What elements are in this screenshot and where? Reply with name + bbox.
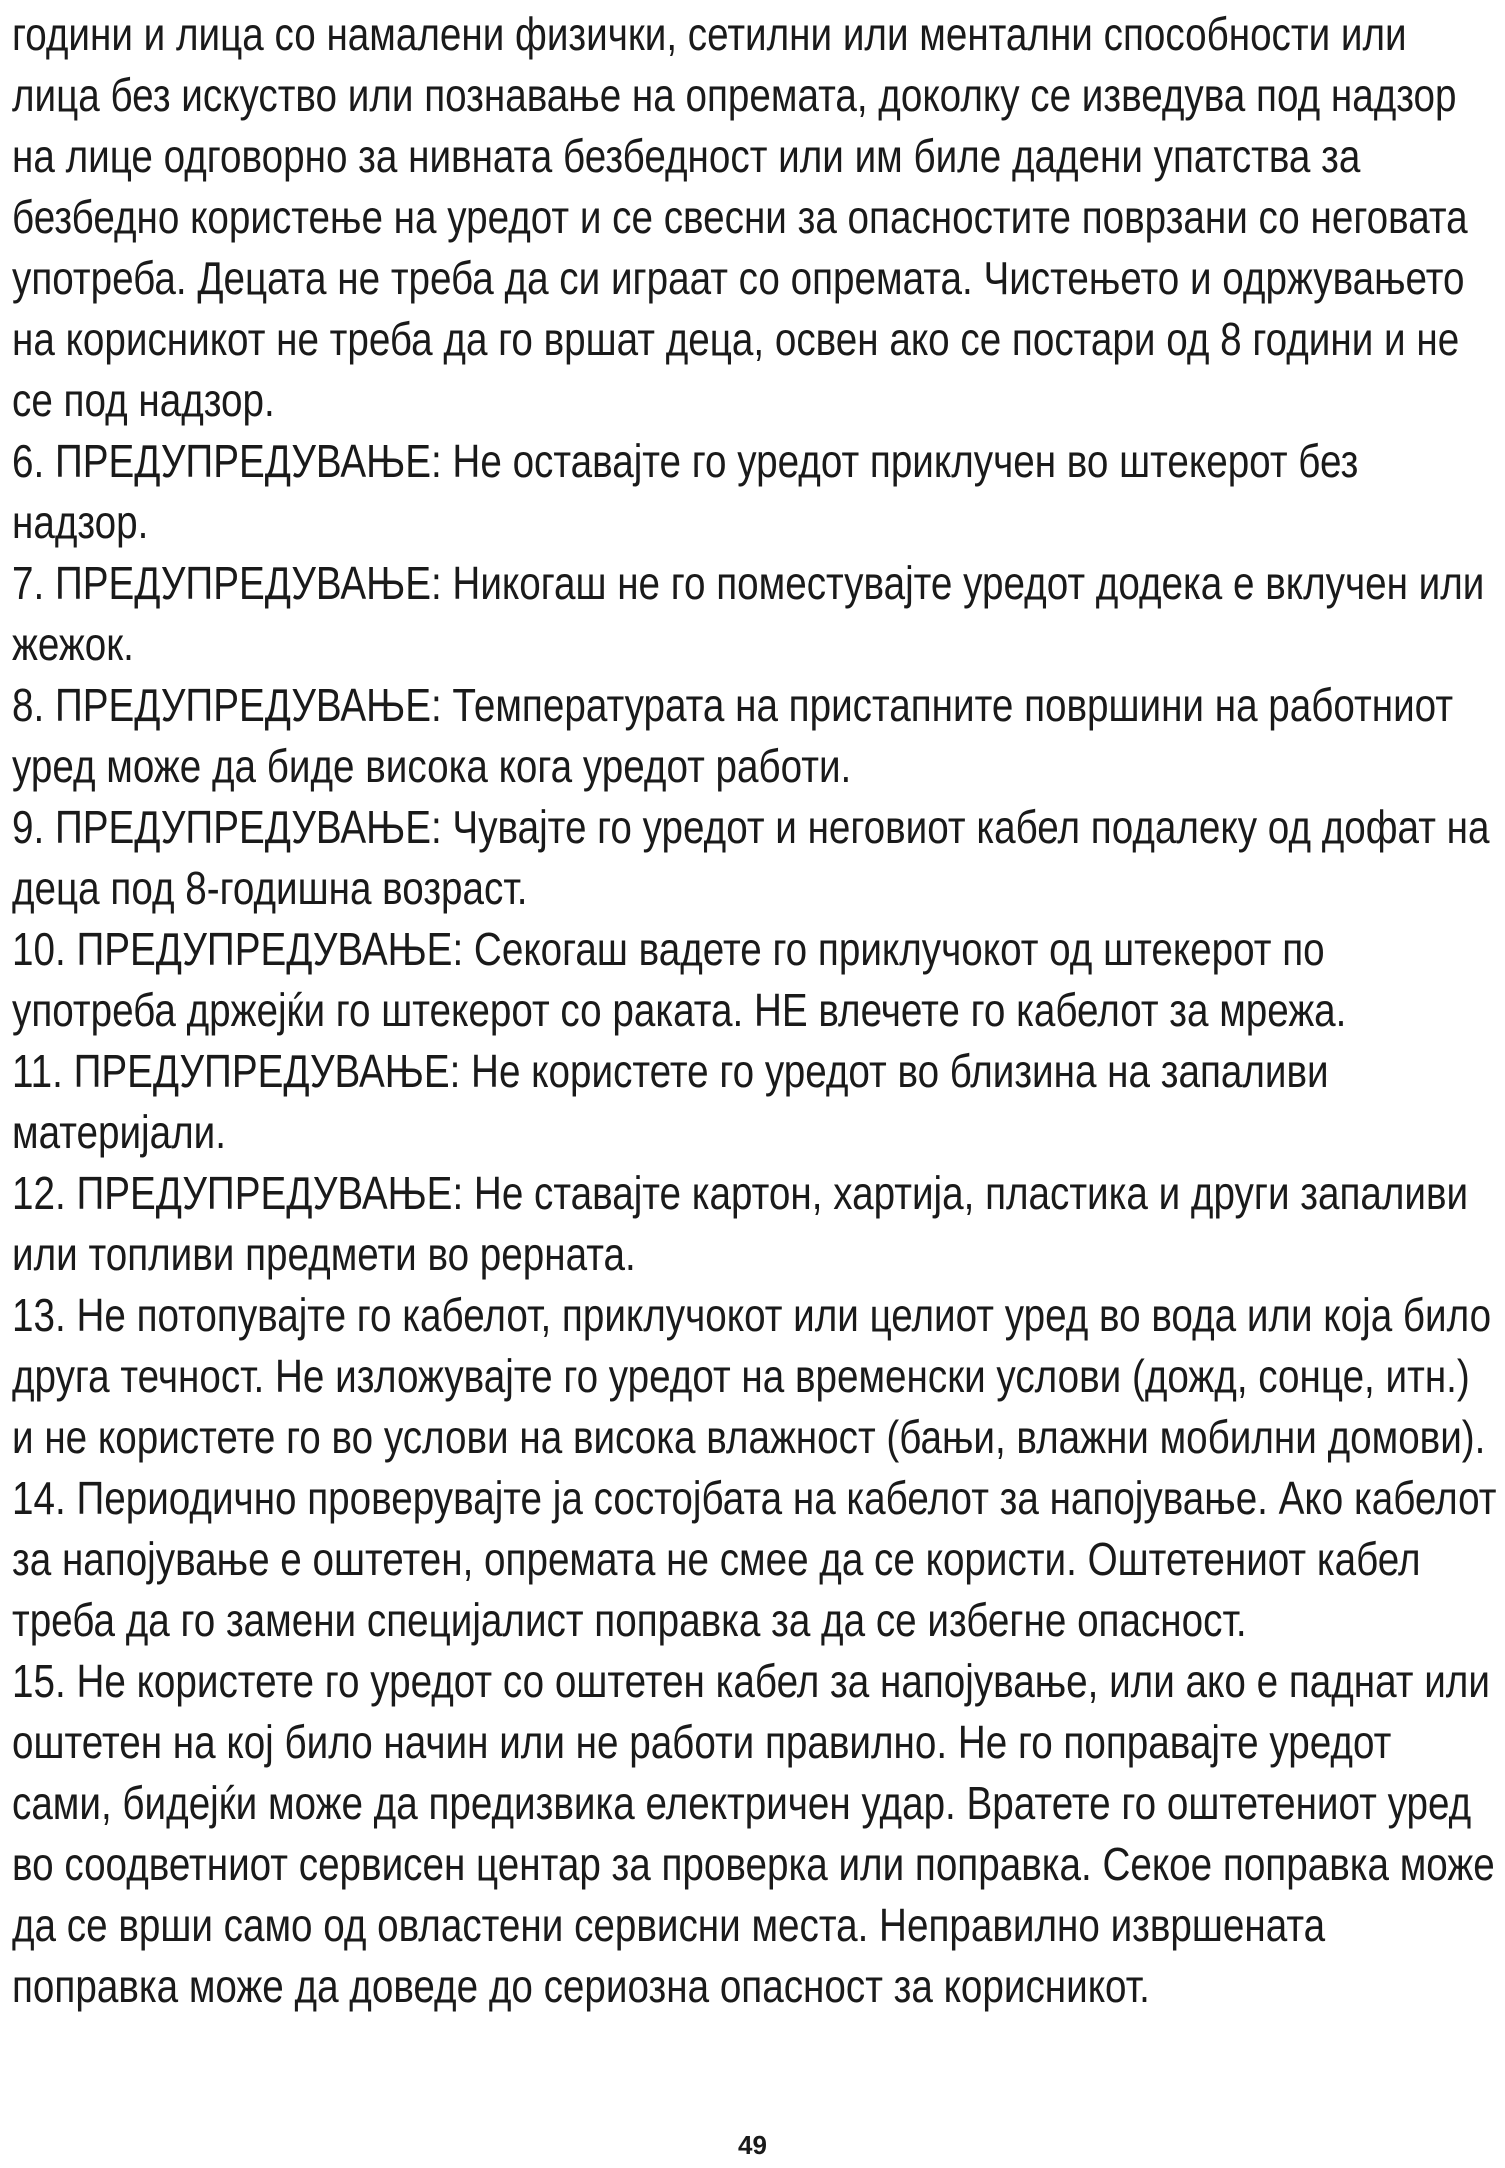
document-body xyxy=(12,4,1497,2017)
paragraph-warning-6: 6. ПРЕДУПРЕДУВАЊЕ: Не оставајте го уредот приклучен во штекерот без надзор. xyxy=(12,435,1359,548)
paragraph-warning-12: 12. ПРЕДУПРЕДУВАЊЕ: Не ставајте картон, хартија, пластика и други запаливи или топливи предмети во рерната. xyxy=(12,1167,1469,1280)
paragraph-item-15: 15. Не користете го уредот со оштетен кабел за напојување, или ако е паднат или оштетен на кој било начин или не работи правилно. Не го поправајте уредот сами, бидејќи може да предизвика електричен удар. Вратете го оштетениот уред во соодветниот сервисен центар за проверка или поправка. Секое поправка може да се врши само од овластени сервисни места. Неправилно извршената поправка може да доведе до сериозна опасност за корисникот. xyxy=(12,1655,1495,2012)
paragraph-warning-10: 10. ПРЕДУПРЕДУВАЊЕ: Секогаш вадете го приклучокот од штекерот по употреба држејќи го штекерот со раката. НЕ влечете го кабелот за мрежа. xyxy=(12,923,1347,1036)
paragraph-intro: години и лица со намалени физички, сетилни или ментални способности или лица без искуство или познавање на опремата, доколку се изведува под надзор на лице одговорно за нивната безбедност или им биле дадени упатства за безбедно користење на уредот и се свесни за опасностите поврзани со неговата употреба. Децата не треба да си играат со опремата. Чистењето и одржувањето на корисникот не треба да го вршат деца, освен ако се постари од 8 години и не се под надзор. xyxy=(12,8,1468,426)
page-number: 49 xyxy=(738,2130,767,2160)
paragraph-item-13: 13. Не потопувајте го кабелот, приклучокот или целиот уред во вода или која било друга течност. Не изложувајте го уредот на временски услови (дожд, сонце, итн.) и не користете го во услови на висока влажност (бањи, влажни мобилни домови). xyxy=(12,1289,1492,1463)
paragraph-warning-9: 9. ПРЕДУПРЕДУВАЊЕ: Чувајте го уредот и неговиот кабел подалеку од дофат на деца под 8-годишна возраст. xyxy=(12,801,1490,914)
paragraph-warning-11: 11. ПРЕДУПРЕДУВАЊЕ: Не користете го уредот во близина на запаливи материјали. xyxy=(12,1045,1329,1158)
paragraph-warning-8: 8. ПРЕДУПРЕДУВАЊЕ: Температурата на пристапните површини на работниот уред може да биде висока кога уредот работи. xyxy=(12,679,1454,792)
paragraph-warning-7: 7. ПРЕДУПРЕДУВАЊЕ: Никогаш не го поместувајте уредот додека е вклучен или жежок. xyxy=(12,557,1485,670)
paragraph-item-14: 14. Периодично проверувајте ја состојбата на кабелот за напојување. Ако кабелот за напојување е оштетен, опремата не смее да се користи. Оштетениот кабел треба да го замени специјалист поправка за да се избегне опасност. xyxy=(12,1472,1497,1646)
